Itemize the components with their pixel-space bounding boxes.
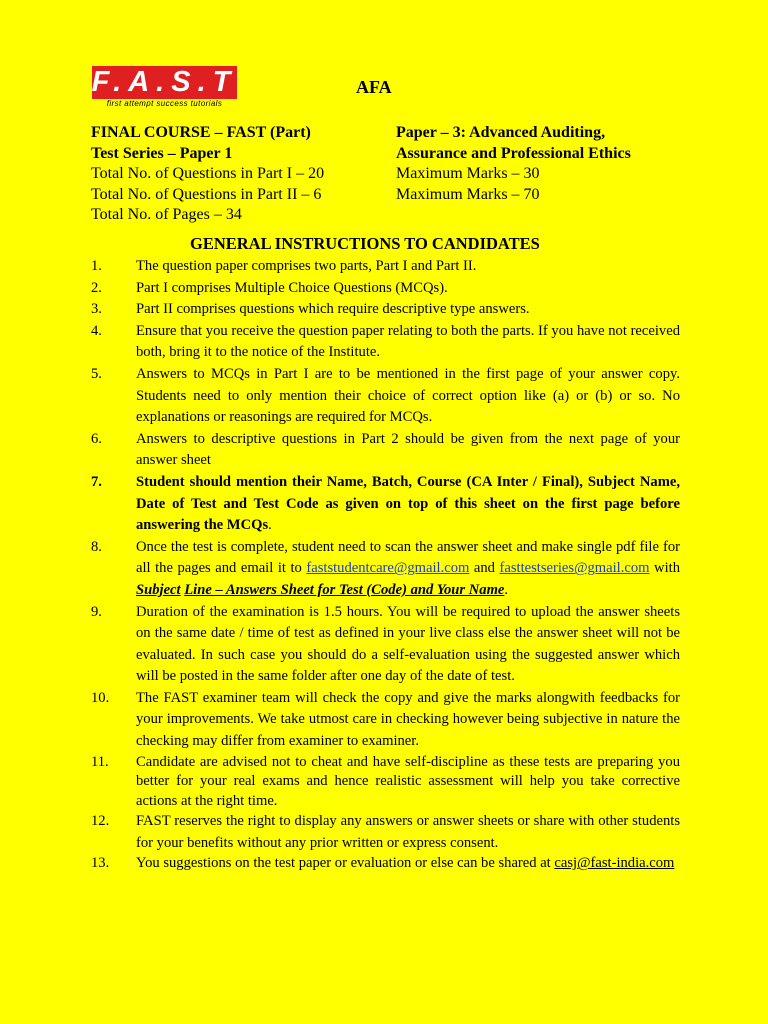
instruction-item	[91, 688, 680, 753]
questions-part-2: Total No. of Questions in Part II – 6	[91, 185, 322, 203]
instruction-number: 12.	[91, 813, 110, 830]
max-marks-part-1: Maximum Marks – 30	[396, 165, 540, 182]
instruction-text: Candidate are advised not to cheat and have self-discipline as these tests are preparing you better for your real exams and hence realistic assessment will help you take corrective actions at the right time.	[136, 753, 680, 809]
fast-logo	[92, 66, 237, 110]
total-pages: Total No. of Pages – 34	[91, 206, 242, 223]
instruction-number: 6.	[91, 430, 102, 447]
paper-title-line-2: Assurance and Professional Ethics	[396, 144, 631, 162]
instruction-item	[91, 472, 680, 537]
instruction-text-part: and	[469, 560, 500, 577]
header-right	[396, 123, 631, 205]
header-left	[91, 123, 324, 226]
instruction-item	[91, 278, 680, 300]
instruction-text: The question paper comprises two parts, Part I and Part II.	[136, 258, 477, 274]
logo-box	[92, 66, 237, 99]
instruction-item	[91, 364, 680, 429]
email-link-casj[interactable]: casj@fast-india.com	[554, 855, 675, 872]
max-marks-part-2: Maximum Marks – 70	[396, 185, 540, 203]
instruction-number: 5.	[91, 365, 102, 382]
instruction-number: 9.	[91, 603, 102, 620]
course-title: FINAL COURSE – FAST (Part)	[91, 124, 311, 141]
instruction-text-part: You suggestions on the test paper or evaluation or else can be shared at	[136, 855, 555, 872]
instruction-text-part: with	[649, 560, 680, 577]
instruction-text	[136, 472, 680, 537]
instruction-number: 11.	[91, 753, 109, 770]
logo-tagline: first attempt success tutorials	[106, 99, 223, 108]
instruction-text: Part I comprises Multiple Choice Questions (MCQs).	[136, 279, 448, 296]
instruction-number: 7.	[91, 473, 102, 490]
instruction-number: 4.	[91, 322, 102, 339]
instruction-item	[91, 854, 680, 874]
instruction-number: 13.	[91, 855, 110, 872]
instruction-item	[91, 256, 680, 278]
instruction-item	[91, 537, 680, 602]
instruction-text: FAST reserves the right to display any answers or answer sheets or share with other students for your benefits without any prior written or express consent.	[136, 813, 680, 851]
test-series: Test Series – Paper 1	[91, 144, 233, 162]
instruction-item	[91, 321, 680, 364]
instruction-number: 3.	[91, 301, 102, 318]
instruction-text: Part II comprises questions which require descriptive type answers.	[136, 301, 530, 318]
subject-code: AFA	[356, 77, 392, 97]
instruction-item	[91, 811, 680, 854]
instruction-number: 8.	[91, 538, 102, 555]
instruction-text: Answers to MCQs in Part I are to be mentioned in the first page of your answer copy. Students need to only mention their choice of correct option like (a) or (b) or so. No explanations or reasonings are required for MCQs.	[136, 365, 680, 426]
subject-line: Line – Answers Sheet for Test (Code) and Your Name	[184, 581, 505, 598]
instruction-text-part: .	[504, 581, 509, 598]
instruction-item	[91, 602, 680, 688]
instruction-text: Answers to descriptive questions in Part 2 should be given from the next page of your answer sheet	[136, 430, 680, 469]
instruction-number: 1.	[91, 258, 102, 274]
instruction-number: 10.	[91, 689, 110, 706]
instruction-item	[91, 299, 680, 321]
instruction-text: Duration of the examination is 1.5 hours. You will be required to upload the answer sheets on the same date / time of test as defined in your live class else the answer sheet will not be evaluated. In such case you should do a self-evaluation using the suggested answer which will be posted in the same folder after one day of the date of test.	[136, 603, 680, 685]
instructions-list	[91, 256, 680, 874]
logo-text: F.A.S.T	[91, 66, 238, 98]
instruction-item	[91, 753, 680, 812]
instruction-number: 2.	[91, 279, 102, 296]
instruction-item	[91, 429, 680, 472]
instruction-text: The FAST examiner team will check the copy and give the marks alongwith feedbacks for your improvements. We take utmost care in checking however being subjective in nature the checking may differ from examiner to examiner.	[136, 689, 680, 750]
instructions-title: GENERAL INSTRUCTIONS TO CANDIDATES	[190, 234, 540, 253]
email-link-faststudentcare[interactable]: faststudentcare@gmail.com	[306, 560, 470, 577]
questions-part-1: Total No. of Questions in Part I – 20	[91, 165, 325, 182]
instruction-text-part: Once the test is complete, student need to scan the answer sheet and make single pdf file for all the pages and email it to	[136, 538, 680, 577]
instruction-text	[136, 537, 680, 602]
paper-title-line-1: Paper – 3: Advanced Auditing,	[396, 124, 606, 141]
instruction-text: Ensure that you receive the question paper relating to both the parts. If you have not received both, bring it to the notice of the Institute.	[136, 322, 680, 361]
subject-word: Subject	[136, 581, 181, 598]
email-link-fasttestseries[interactable]: fasttestseries@gmail.com	[499, 560, 650, 577]
instruction-text	[136, 854, 680, 874]
instruction-tail: .	[268, 517, 272, 534]
instruction-bold-text: Student should mention their Name, Batch, Course (CA Inter / Final), Subject Name, Date of Test and Test Code as given on top of this sheet on the first page before answering the MCQs	[136, 473, 680, 534]
